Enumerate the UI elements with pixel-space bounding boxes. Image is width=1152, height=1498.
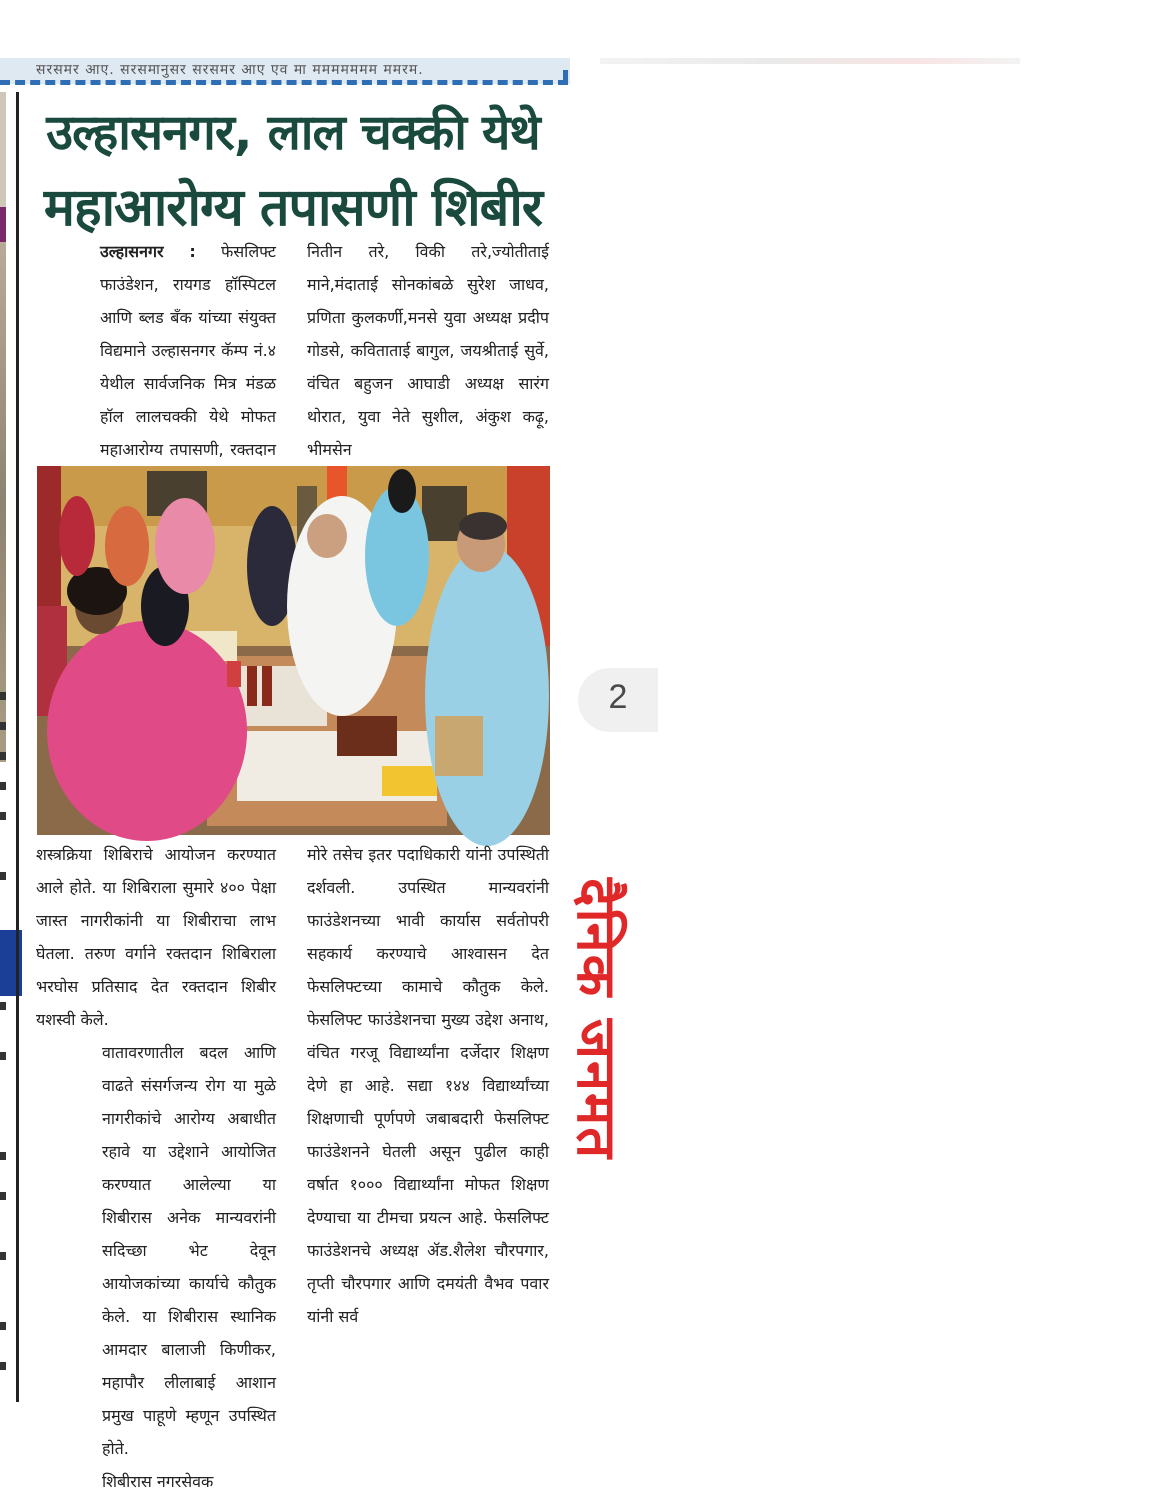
- column-1-bottom-paragraph-1: शस्त्रक्रिया शिबिराचे आयोजन करण्यात आले होते. या शिबिराला सुमारे ४०० पेक्षा जास्त नागरीकांनी या शिबीराचा लाभ घेतला. तरुण वर्गाने रक्तदान शिबिराला भरघोस प्रतिसाद देत रक्तदान शिबीर यशस्वी केले.: [36, 845, 276, 1029]
- article-photo: [37, 466, 550, 835]
- column-2-bottom: [307, 838, 549, 1401]
- masthead-vertical: [563, 838, 635, 1200]
- dateline: उल्हासनगर :: [100, 242, 196, 261]
- headline-line-1: उल्हासनगर, लाल चक्की येथे: [46, 104, 540, 161]
- column-1-bottom-paragraph-3: शिबीरास नगरसेवक: [102, 1472, 214, 1491]
- masthead-name: दैनिक जनमत: [565, 877, 628, 1161]
- column-1-top-text: फेसलिफ्ट फाउंडेशन, रायगड हॉस्पिटल आणि ब्लड बँक यांच्या संयुक्त विद्यमाने उल्हासनगर कॅम्प नं.४ येथील सार्वजनिक मित्र मंडळ हॉल लालचक्की येथे मोफत महाआरोग्य तपासणी, रक्तदान: [100, 242, 276, 459]
- column-2-top: [307, 235, 549, 467]
- dashed-divider: [0, 80, 568, 85]
- adjacent-page-sliver: [0, 92, 14, 1402]
- scan-artifact-strip: [600, 58, 1020, 64]
- headline-line-2: महाआरोग्य तपासणी शिबीर: [43, 178, 543, 238]
- column-2-top-text: नितीन तरे, विकी तरे,ज्योतीताई माने,मंदाताई सोनकांबळे सुरेश जाधव, प्रणिता कुलकर्णी,मनसे युवा अध्यक्ष प्रदीप गोडसे, कविताताई बागुल, जयश्रीताई सुर्वे, वंचित बहुजन आघाडी अध्यक्ष सारंग थोरात, युवा नेते सुशील, अंकुश कढ़ू, भीमसेन: [307, 242, 549, 459]
- dashed-divider-corner: [563, 70, 568, 84]
- previous-article-text: सरसमर आए. सरसमानुसर सरसमर आए एव मा ममममममम ममरम.: [36, 62, 424, 78]
- column-1-bottom: [36, 838, 276, 1491]
- page-number-badge[interactable]: [578, 668, 658, 732]
- column-1-bottom-paragraph-2: वातावरणातील बदल आणि वाढते संसर्गजन्य रोग या मुळे नागरीकांचे आरोग्य अबाधीत रहावे या उद्देशाने आयोजित करण्यात आलेल्या या शिबीरास अनेक मान्यवरांनी सदिच्छा भेट देवून आयोजकांच्या कार्याचे कौतुक केले. या शिबीरास स्थानिक आमदार बालाजी किणीकर, महापौर लीलाबाई आशान प्रमुख पाहूणे म्हणून उपस्थित होते.: [102, 1043, 276, 1458]
- column-2-bottom-text: मोरे तसेच इतर पदाधिकारी यांनी उपस्थिती दर्शवली. उपस्थित मान्यवरांनी फाउंडेशनच्या भावी कार्यास सर्वतोपरी सहकार्य करण्याचे आश्वासन देत फेसलिफ्टच्या कामाचे कौतुक केले. फेसलिफ्ट फाउंडेशनचा मुख्य उद्देश अनाथ, वंचित गरजू विद्यार्थ्यांना दर्जेदार शिक्षण देणे हा आहे. सद्या १४४ विद्यार्थ्यांच्या शिक्षणाची पूर्णपणे जबाबदारी फेसलिफ्ट फाउंडेशनने घेतली असून पुढील काही वर्षात १००० विद्यार्थ्यांना मोफत शिक्षण देण्याचा या टीमचा प्रयत्न आहे. फेसलिफ्ट फाउंडेशनचे अध्यक्ष ॲड.शैलेश चौरपगार, तृप्ती चौरपगार आणि दमयंती वैभव पवार यांनी सर्व: [307, 845, 549, 1326]
- column-1-top: [36, 235, 276, 467]
- column-rule: [16, 92, 19, 1402]
- page-number: 2: [608, 678, 628, 716]
